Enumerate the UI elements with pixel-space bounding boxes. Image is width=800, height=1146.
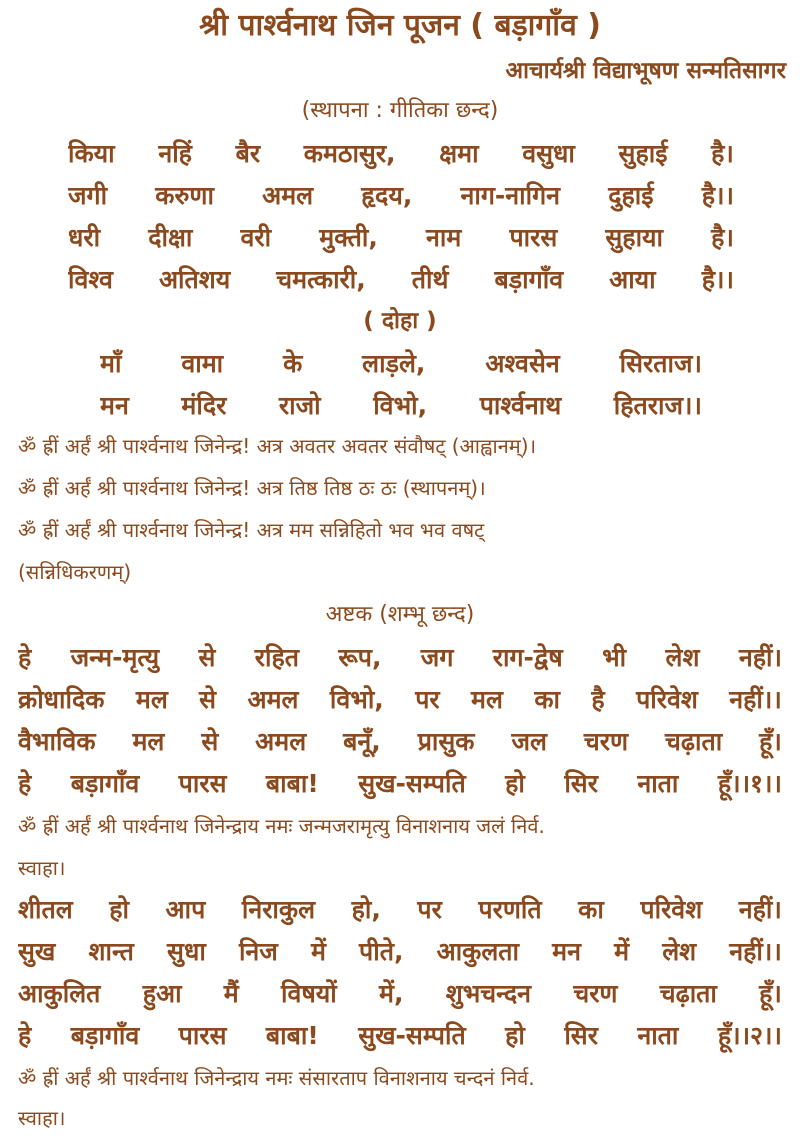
word: हूँ।	[759, 727, 782, 756]
word: हे	[18, 643, 32, 672]
word: रहित	[254, 643, 299, 672]
word: वसुधा	[522, 139, 575, 168]
word: परिवेश	[636, 685, 698, 714]
word: नाता	[637, 769, 679, 798]
word: राजो	[278, 391, 321, 420]
ashtak-verse	[18, 931, 782, 973]
word: वैभाविक	[18, 727, 96, 756]
word: मल	[471, 685, 503, 714]
word: नहीं।	[738, 643, 782, 672]
offering-mantra-jal-svaha: स्वाहा।	[18, 856, 66, 880]
word: के	[283, 349, 303, 378]
word: हूँ।।१।।	[717, 769, 782, 798]
word: मन	[552, 937, 581, 966]
word: सुख	[18, 937, 56, 966]
word: पारस	[178, 769, 227, 798]
word: जल	[511, 727, 547, 756]
word: चढ़ाता	[665, 727, 723, 756]
word: भी	[602, 643, 627, 672]
word: से	[198, 643, 216, 672]
word: जग	[420, 643, 454, 672]
word: लाड़ले,	[362, 349, 426, 378]
word: मुक्ती,	[319, 223, 378, 252]
word: जगी	[68, 181, 108, 210]
word: सिर	[564, 769, 598, 798]
word: नाग-नागिन	[460, 181, 561, 210]
word: पीते,	[359, 937, 404, 966]
ashtak-verse	[18, 679, 782, 721]
word: बैर	[235, 139, 261, 168]
word: शुभचन्दन	[445, 979, 532, 1008]
word: हो	[505, 769, 525, 798]
word: निज	[238, 937, 278, 966]
word: सुख-सम्पति	[358, 1021, 466, 1050]
word: किया	[68, 139, 115, 168]
ashtak-heading: अष्टक (शम्भू छन्द)	[325, 602, 475, 627]
doha-heading: ( दोहा )	[363, 308, 437, 334]
word: हूँ।।२।।	[717, 1021, 782, 1050]
page-title: श्री पार्श्वनाथ जिन पूजन ( बड़ागाँव )	[199, 8, 601, 43]
word: है।।	[701, 265, 734, 294]
invocation-aahvanam: ॐ ह्रीं अर्हं श्री पार्श्वनाथ जिनेन्द्र! अत्र अवतर अवतर संवौषट् (आह्वानम्)।	[18, 434, 537, 458]
word: जन्म-मृत्यु	[70, 643, 160, 672]
word: नहिं	[158, 139, 192, 168]
ashtak-verse	[18, 721, 782, 763]
word: लेश	[665, 643, 700, 672]
word: मंदिर	[181, 391, 227, 420]
offering-mantra-jal: ॐ ह्रीं अर्हं श्री पार्श्वनाथ जिनेन्द्राय नमः जन्मजरामृत्यु विनाशनाय जलं निर्व.	[18, 814, 545, 838]
word: करुणा	[155, 181, 214, 210]
ashtak-verse	[18, 973, 782, 1015]
word: हो	[109, 895, 129, 924]
word: चरण	[583, 727, 629, 756]
word: क्षमा	[439, 139, 479, 168]
word: अमल	[247, 685, 299, 714]
word: है।	[711, 139, 734, 168]
word: दीक्षा	[148, 223, 193, 252]
invocation-sthapanam: ॐ ह्रीं अर्हं श्री पार्श्वनाथ जिनेन्द्र! अत्र तिष्ठ तिष्ठ ठः ठः (स्थापनम्)।	[18, 476, 486, 500]
word: नहीं।।	[729, 685, 782, 714]
word: मन	[100, 391, 129, 420]
word: विषयों	[280, 979, 337, 1008]
word: बाबा!	[265, 769, 319, 798]
word: नहीं।	[738, 895, 782, 924]
ashtak-verse	[18, 889, 782, 931]
word: में	[310, 937, 326, 966]
word: हो	[505, 1021, 525, 1050]
word: शीतल	[18, 895, 73, 924]
word: अमल	[255, 727, 307, 756]
ashtak-verse	[18, 763, 782, 805]
word: परणति	[478, 895, 542, 924]
word: मल	[135, 685, 168, 714]
word: पर	[417, 895, 442, 924]
word: बड़ागाँव	[494, 265, 564, 294]
word: सिरताज।	[619, 349, 702, 378]
word: पारस	[509, 223, 558, 252]
word: हृदय,	[361, 181, 413, 210]
word: हूँ।	[759, 979, 782, 1008]
word: प्रासुक	[417, 727, 475, 756]
word: हितराज।।	[613, 391, 702, 420]
sthapana-verse	[68, 133, 734, 175]
ashtak-verse	[18, 637, 782, 679]
offering-mantra-chandan: ॐ ह्रीं अर्हं श्री पार्श्वनाथ जिनेन्द्राय नमः संसारताप विनाशनाय चन्दनं निर्व.	[18, 1066, 535, 1090]
word: सुधा	[167, 937, 206, 966]
offering-mantra-chandan-svaha: स्वाहा।	[18, 1106, 66, 1130]
sthapana-verse	[68, 259, 734, 301]
word: चमत्कारी,	[276, 265, 366, 294]
word: विश्व	[68, 265, 113, 294]
word: पार्श्वनाथ	[479, 391, 562, 420]
word: राग-द्वेष	[492, 643, 563, 672]
word: आप	[165, 895, 206, 924]
word: में,	[379, 979, 404, 1008]
word: नाता	[637, 1021, 679, 1050]
word: का	[534, 685, 561, 714]
word: नाम	[425, 223, 462, 252]
word: है।	[711, 223, 734, 252]
author-line: आचार्यश्री विद्याभूषण सन्मतिसागर	[505, 58, 786, 84]
word: चढ़ाता	[659, 979, 717, 1008]
word: लेश	[662, 937, 697, 966]
word: से	[199, 685, 217, 714]
word: बड़ागाँव	[70, 1021, 140, 1050]
word: माँ	[100, 349, 122, 378]
word: का	[578, 895, 604, 924]
sthapana-verse	[68, 217, 734, 259]
word: विभो,	[329, 685, 384, 714]
invocation-sannidhikaranam: ॐ ह्रीं अर्हं श्री पार्श्वनाथ जिनेन्द्र! अत्र मम सन्निहितो भव भव वषट्	[18, 518, 485, 542]
word: हे	[18, 769, 32, 798]
sthapana-verse	[68, 175, 734, 217]
word: अतिशय	[158, 265, 231, 294]
word: दुहाई	[608, 181, 654, 210]
word: शान्त	[88, 937, 134, 966]
word: पारस	[178, 1021, 227, 1050]
word: सिर	[564, 1021, 598, 1050]
word: पर	[415, 685, 440, 714]
word: अमल	[262, 181, 314, 210]
word: सुहाई	[618, 139, 668, 168]
word: वामा	[181, 349, 224, 378]
word: हुआ	[142, 979, 182, 1008]
ashtak-verse	[18, 1015, 782, 1057]
word: है।।	[701, 181, 734, 210]
word: परिवेश	[640, 895, 703, 924]
word: मल	[132, 727, 165, 756]
word: है	[591, 685, 605, 714]
word: रूप,	[338, 643, 382, 672]
invocation-continuation: (सन्निधिकरणम्)	[18, 560, 132, 584]
word: सुख-सम्पति	[358, 769, 466, 798]
doha-verse	[100, 343, 702, 385]
word: सुहाया	[605, 223, 664, 252]
word: से	[201, 727, 219, 756]
word: बाबा!	[265, 1021, 319, 1050]
word: हो,	[351, 895, 381, 924]
doha-verse	[100, 385, 702, 427]
word: आकुलित	[18, 979, 101, 1008]
word: आकुलता	[436, 937, 520, 966]
word: नहीं।।	[729, 937, 782, 966]
word: बड़ागाँव	[70, 769, 140, 798]
word: अश्वसेन	[485, 349, 560, 378]
word: में	[614, 937, 630, 966]
word: क्रोधादिक	[18, 685, 105, 714]
word: आया	[609, 265, 656, 294]
sthapana-heading: (स्थापना : गीतिका छन्द)	[301, 98, 499, 123]
word: मैं	[223, 979, 239, 1008]
word: निराकुल	[241, 895, 316, 924]
word: कमठासुर,	[303, 139, 396, 168]
word: वरी	[240, 223, 272, 252]
word: तीर्थ	[411, 265, 449, 294]
word: हे	[18, 1021, 32, 1050]
word: धरी	[68, 223, 101, 252]
word: विभो,	[373, 391, 428, 420]
word: चरण	[573, 979, 618, 1008]
word: बनूँ,	[343, 727, 381, 756]
